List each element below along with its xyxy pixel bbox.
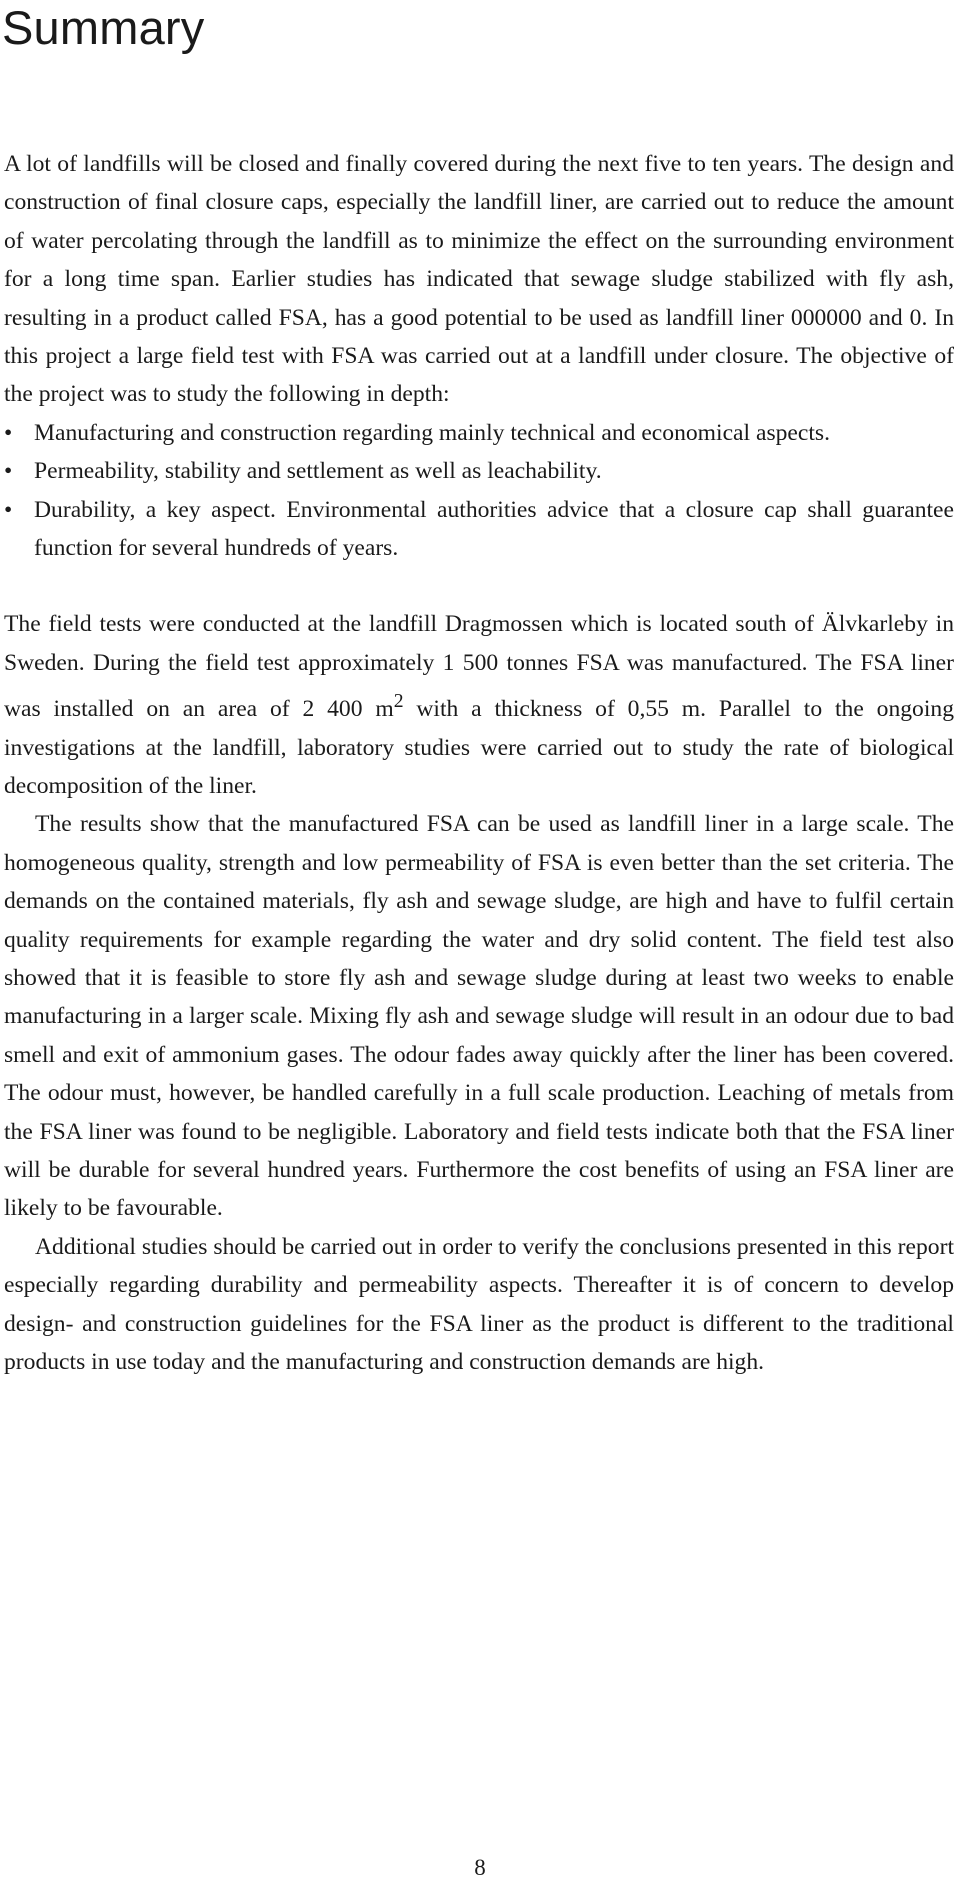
field-tests-text-start: The field tests were conducted at the landfill Dragmossen which is located south of Älvkarleby in Sweden. During the field test approximately 1 500 tonnes FSA was manufactured. The FSA liner was installed on an area of 2 400 m xyxy=(4,611,954,723)
objectives-list xyxy=(4,414,954,568)
list-item-text: Durability, a key aspect. Environmental authorities advice that a closure cap shall guarantee function for several hundreds of years. xyxy=(34,496,954,562)
page-title: Summary xyxy=(2,1,205,54)
bullet-icon: • xyxy=(4,419,13,446)
list-item-text: Permeability, stability and settlement as well as leachability. xyxy=(34,458,602,485)
list-item xyxy=(4,452,954,490)
page-number: 8 xyxy=(474,1855,486,1880)
intro-paragraph: A lot of landfills will be closed and finally covered during the next five to ten years. The design and construction of final closure caps, especially the landfill liner, are carried out to reduce the amount of water percolating through the landfill as to minimize the effect on the surrounding environment for a long time span. Earlier studies has indicated that sewage sludge stabilized with fly ash, resulting in a product called FSA, has a good potential to be used as landfill liner 000000 and 0. In this project a large field test with FSA was carried out at a landfill under closure. The objective of the project was to study the following in depth: xyxy=(4,151,954,408)
bullet-icon: • xyxy=(4,458,13,485)
list-item-text: Manufacturing and construction regarding mainly technical and economical aspects. xyxy=(34,419,831,446)
unit-superscript: 2 xyxy=(393,690,404,713)
results-paragraph: The results show that the manufactured FSA can be used as landfill liner in a large scale. The homogeneous quality, strength and low permeability of FSA is even better than the set criteria. The demands on the contained materials, fly ash and sewage sludge, are high and have to fulfil certain quality requirements for example regarding the water and dry solid content. The field test also showed that it is feasible to store fly ash and sewage sludge during at least two weeks to enable manufacturing in a larger scale. Mixing fly ash and sewage sludge will result in an odour due to bad smell and exit of ammonium gases. The odour fades away quickly after the liner has been covered. The odour must, however, be handled carefully in a full scale production. Leaching of metals from the FSA liner was found to be negligible. Laboratory and field tests indicate both that the FSA liner will be durable for several hundred years. Furthermore the cost benefits of using an FSA liner are likely to be favourable. xyxy=(4,811,954,1222)
list-item xyxy=(4,491,954,568)
list-item xyxy=(4,414,954,452)
bullet-icon: • xyxy=(4,496,13,523)
field-tests-paragraph xyxy=(4,605,954,805)
paragraph-gap xyxy=(4,567,954,605)
field-tests-text-end: with a thickness of 0,55 m. Parallel to the ongoing investigations at the landfill, laboratory studies were carried out to study the rate of biological decomposition of the liner. xyxy=(4,696,954,799)
summary-body xyxy=(4,145,954,1381)
additional-studies-paragraph: Additional studies should be carried out in order to verify the conclusions presented in this report especially regarding durability and permeability aspects. Thereafter it is of concern to develop design- and construction guidelines for the FSA liner as the product is different to the traditional products in use today and the manufacturing and construction demands are high. xyxy=(4,1233,954,1376)
